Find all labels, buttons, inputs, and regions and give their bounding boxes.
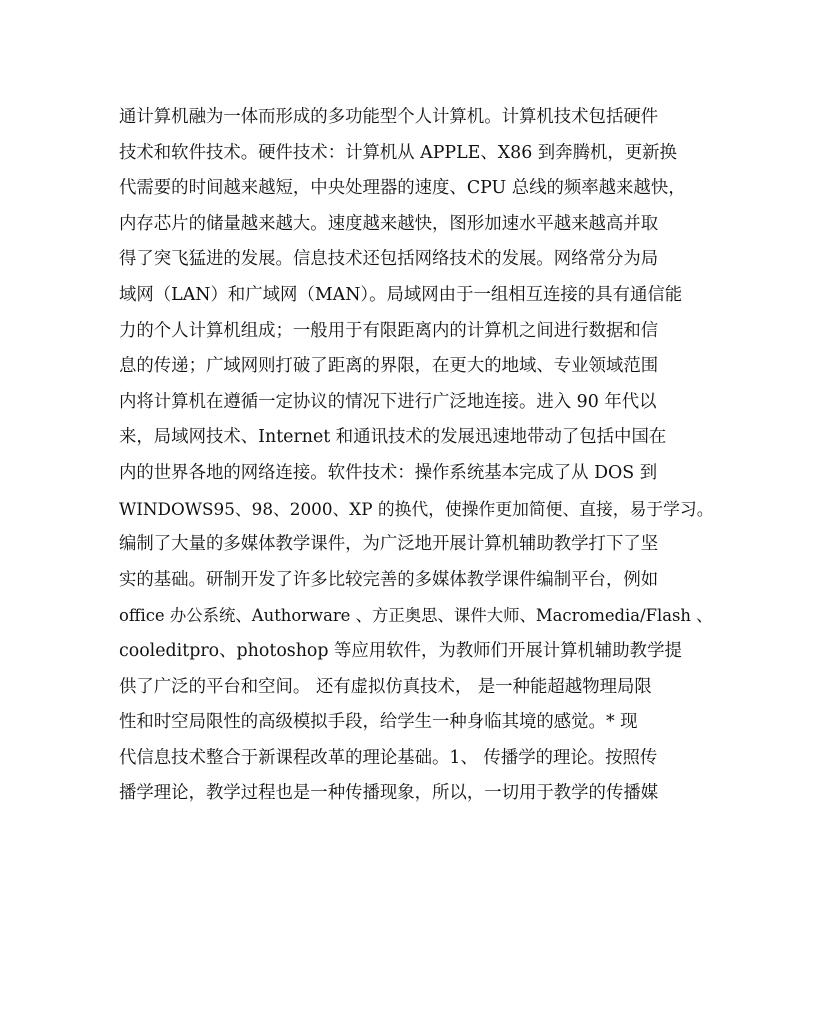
text-line: 供了广泛的平台和空间。 还有虚拟仿真技术， 是一种能超越物理局限 bbox=[119, 676, 652, 697]
text-line: 力的个人计算机组成；一般用于有限距离内的计算机之间进行数据和信 bbox=[119, 320, 659, 341]
text-line: WINDOWS95、98、2000、XP 的换代，使操作更加简便、直接，易于学习。 bbox=[119, 498, 714, 519]
text-line: 内的世界各地的网络连接。软件技术：操作系统基本完成了从 DOS 到 bbox=[119, 462, 658, 483]
text-line: 实的基础。研制开发了许多比较完善的多媒体教学课件编制平台，例如 bbox=[119, 569, 659, 590]
text-line: 技术和软件技术。硬件技术：计算机从 APPLE、X86 到奔腾机，更新换 bbox=[119, 142, 677, 163]
text-line: 代需要的时间越来越短，中央处理器的速度、CPU 总线的频率越来越快， bbox=[119, 178, 686, 199]
text-line: 播学理论，教学过程也是一种传播现象，所以，一切用于教学的传播媒 bbox=[119, 783, 659, 804]
body-text bbox=[119, 100, 719, 812]
text-line: 内将计算机在遵循一定协议的情况下进行广泛地连接。进入 90 年代以 bbox=[119, 391, 657, 412]
text-line: 内存芯片的储量越来越大。速度越来越快，图形加速水平越来越高并取 bbox=[119, 213, 659, 234]
text-line: 编制了大量的多媒体教学课件，为广泛地开展计算机辅助教学打下了坚 bbox=[119, 534, 659, 555]
text-line: 域网（LAN）和广域网（MAN）。局域网由于一组相互连接的具有通信能 bbox=[119, 284, 683, 305]
text-line: office 办公系统、Authorware 、方正奥思、课件大师、Macromedia/Flash 、 bbox=[119, 606, 713, 626]
text-line: 性和时空局限性的高级模拟手段，给学生一种身临其境的感觉。* 现 bbox=[119, 712, 638, 733]
text-line: 通计算机融为一体而形成的多功能型个人计算机。计算机技术包括硬件 bbox=[119, 107, 659, 127]
text-line: 来，局域网技术、Internet 和通讯技术的发展迅速地带动了包括中国在 bbox=[119, 427, 667, 448]
text-line: 代信息技术整合于新课程改革的理论基础。1、 传播学的理论。按照传 bbox=[119, 747, 658, 768]
text-line: 息的传递；广域网则打破了距离的界限，在更大的地域、专业领域范围 bbox=[119, 356, 659, 377]
text-line: 得了突飞猛进的发展。信息技术还包括网络技术的发展。网络常分为局 bbox=[119, 249, 659, 270]
text-line: cooleditpro、photoshop 等应用软件，为教师们开展计算机辅助教学提 bbox=[119, 640, 682, 661]
